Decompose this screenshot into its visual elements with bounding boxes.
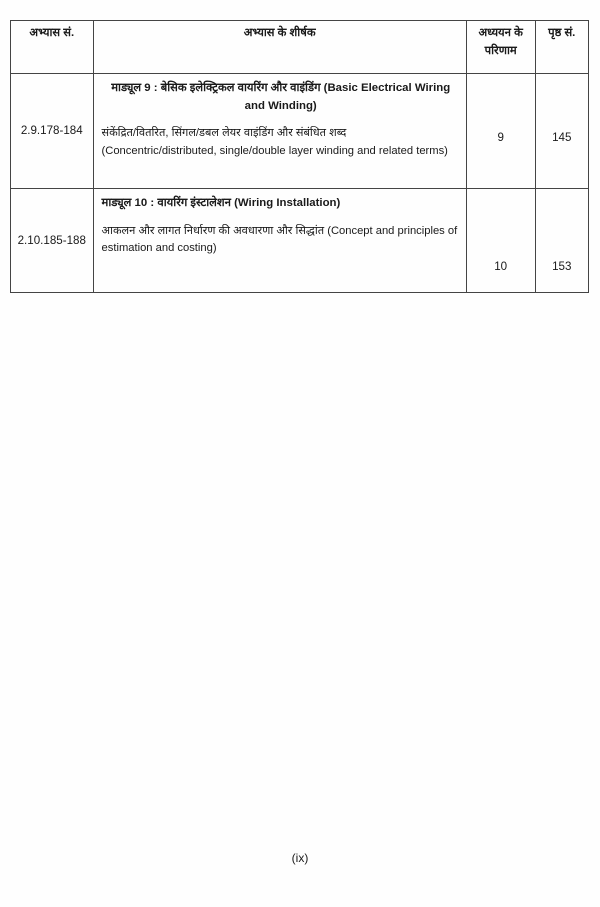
exercise-number: 2.9.178-184 bbox=[11, 74, 94, 189]
lesson-title: आकलन और लागत निर्धारण की अवधारणा और सिद्धांत (Concept and principles of estimation and costing) bbox=[101, 224, 458, 255]
header-page-number: पृष्ठ सं. bbox=[535, 21, 589, 74]
exercise-title-cell bbox=[93, 74, 466, 189]
learning-outcome: 9 bbox=[466, 74, 535, 189]
contents-table bbox=[10, 20, 589, 293]
module-heading: माड्यूल 10 : वायरिंग इंस्टालेशन (Wiring Installation) bbox=[101, 197, 341, 209]
learning-outcome: 10 bbox=[466, 189, 535, 293]
footer-page-number: (ix) bbox=[291, 851, 309, 865]
lesson-title: संकेंद्रित/वितरित, सिंगल/डबल लेयर वाइंडिंग और संबंधित शब्द (Concentric/distributed, single/double layer winding and related terms) bbox=[101, 127, 448, 157]
table-row bbox=[11, 74, 589, 189]
table-header-row bbox=[11, 21, 589, 74]
page-number: 145 bbox=[535, 74, 589, 189]
exercise-number: 2.10.185-188 bbox=[11, 189, 94, 293]
table-row bbox=[11, 189, 589, 293]
page-number: 153 bbox=[535, 189, 589, 293]
exercise-title-cell bbox=[93, 189, 466, 293]
header-exercise-title: अभ्यास के शीर्षक bbox=[93, 21, 466, 74]
header-learning-outcome: अध्ययन के परिणाम bbox=[466, 21, 535, 74]
header-exercise-number: अभ्यास सं. bbox=[11, 21, 94, 74]
module-heading: माड्यूल 9 : बेसिक इलेक्ट्रिकल वायरिंग और वाइंडिंग (Basic Electrical Wiring and Winding) bbox=[111, 82, 451, 112]
